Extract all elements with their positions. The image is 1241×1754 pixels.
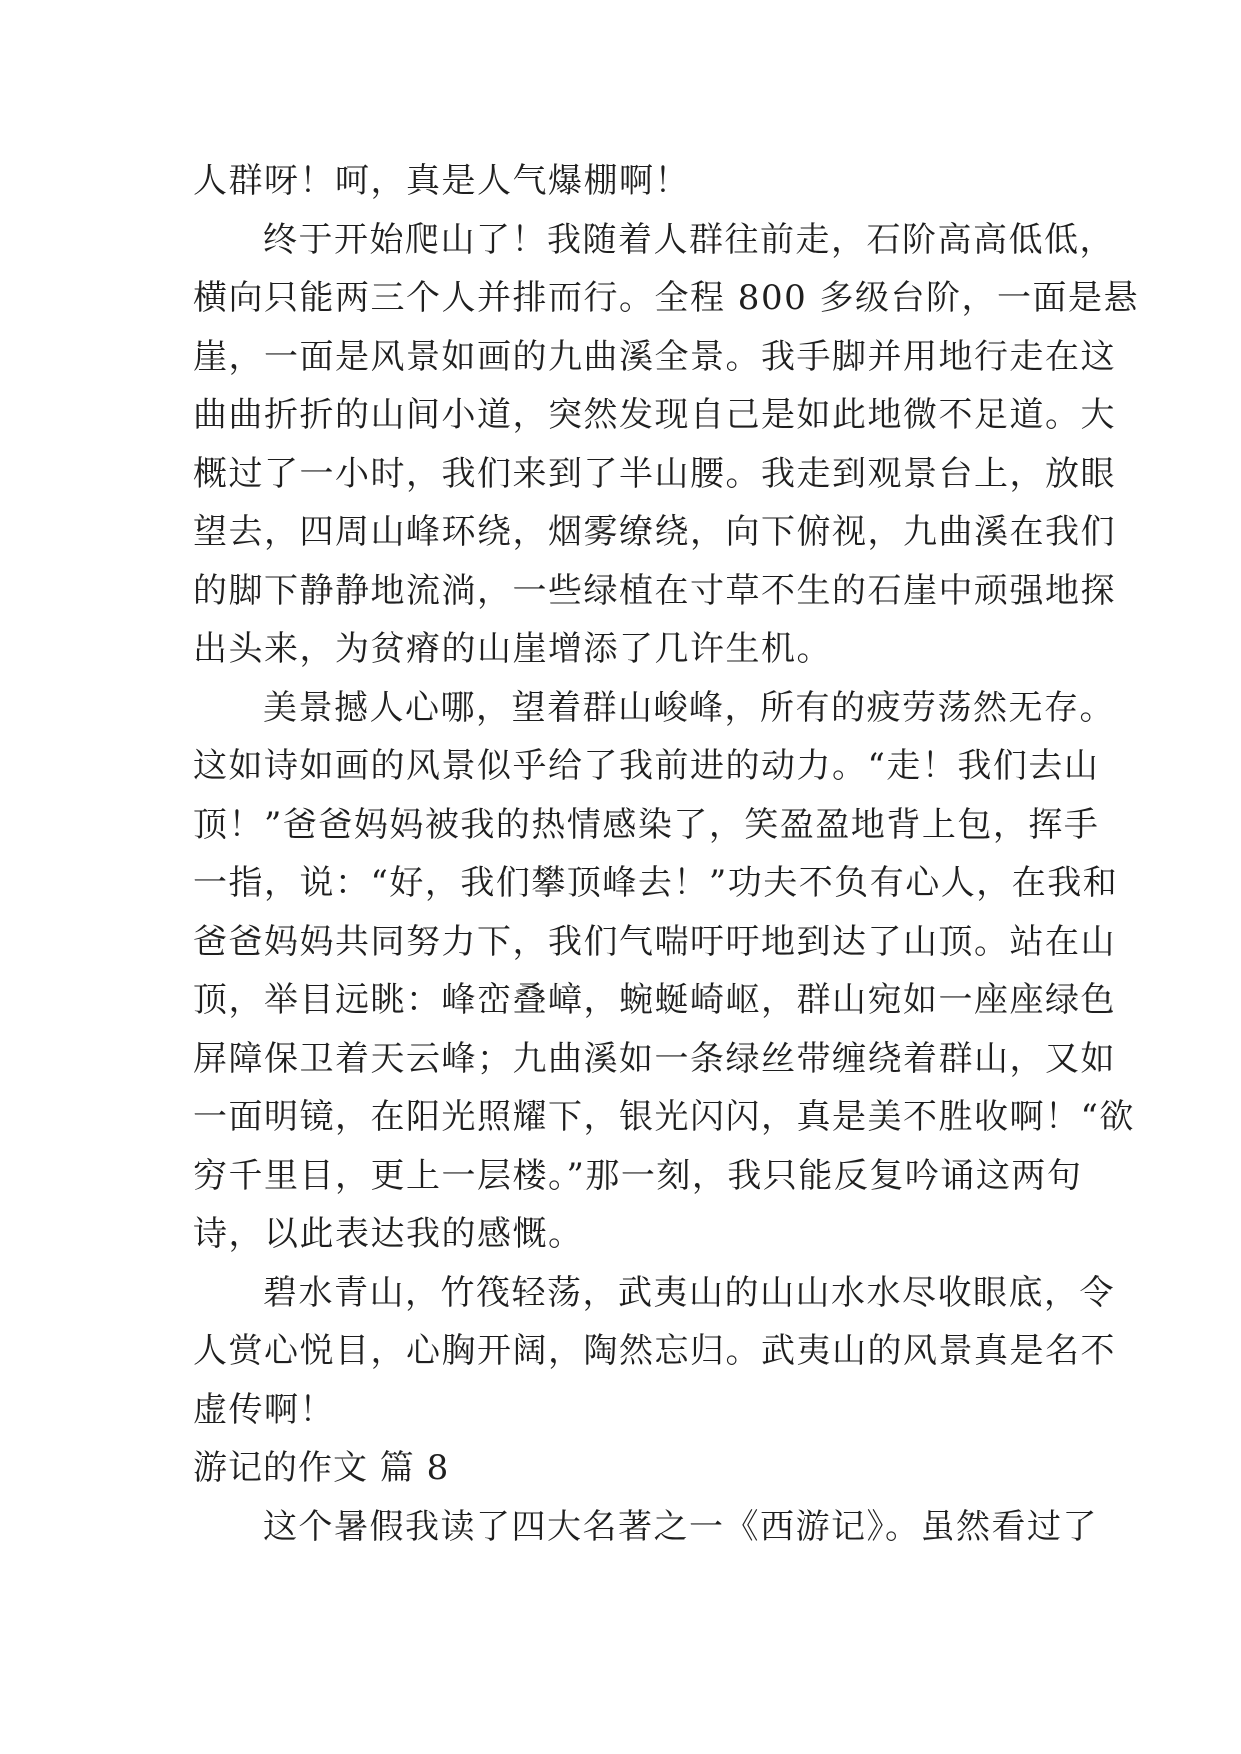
text-line: 诗，以此表达我的感慨。 <box>193 1214 584 1254</box>
text-line: 爸爸妈妈共同努力下，我们气喘吁吁地到达了山顶。站在山 <box>193 921 1116 962</box>
text-line: 虚传啊！ <box>193 1389 335 1430</box>
text-line: 横向只能两三个人并排而行。全程 800 多级台阶，一面是悬 <box>193 278 1140 318</box>
text-line: 曲曲折折的山间小道，突然发现自己是如此地微不足道。大 <box>193 395 1116 435</box>
text-line: 穷千里目，更上一层楼。”那一刻，我只能反复吟诵这两句 <box>193 1155 1083 1196</box>
text-line: 概过了一小时，我们来到了半山腰。我走到观景台上，放眼 <box>193 453 1116 494</box>
paragraph-start-line: 碧水青山，竹筏轻荡，武夷山的山山水水尽收眼底，令 <box>263 1272 1115 1313</box>
text-line: 望去，四周山峰环绕，烟雾缭绕，向下俯视，九曲溪在我们 <box>193 512 1116 552</box>
text-line: 的脚下静静地流淌，一些绿植在寸草不生的石崖中顽强地探 <box>193 570 1116 611</box>
text-line: 屏障保卫着天云峰；九曲溪如一条绿丝带缠绕着群山，又如 <box>193 1038 1116 1079</box>
paragraph-start-line: 这个暑假我读了四大名著之一《西游记》。虽然看过了 <box>263 1506 1098 1547</box>
paragraph-start-line: 终于开始爬山了！我随着人群往前走，石阶高高低低， <box>263 219 1115 260</box>
text-line: 这如诗如画的风景似乎给了我前进的动力。“走！我们去山 <box>193 746 1100 786</box>
text-line: 顶！”爸爸妈妈被我的热情感染了，笑盈盈地背上包，挥手 <box>193 804 1100 845</box>
text-line: 顶，举目远眺：峰峦叠嶂，蜿蜒崎岖，群山宛如一座座绿色 <box>193 980 1116 1020</box>
paragraph-start-line: 美景撼人心哪，望着群山峻峰，所有的疲劳荡然无存。 <box>263 687 1115 728</box>
text-line: 人赏心悦目，心胸开阔，陶然忘归。武夷山的风景真是名不 <box>193 1331 1116 1371</box>
section-heading: 游记的作文 篇 8 <box>193 1448 450 1488</box>
document-body <box>193 152 1140 1556</box>
text-line: 出头来，为贫瘠的山崖增添了几许生机。 <box>193 629 832 669</box>
text-line: 崖，一面是风景如画的九曲溪全景。我手脚并用地行走在这 <box>193 336 1116 377</box>
text-line: 一面明镜，在阳光照耀下，银光闪闪，真是美不胜收啊！“欲 <box>193 1097 1135 1137</box>
text-line: 一指，说：“好，我们攀顶峰去！”功夫不负有心人，在我和 <box>193 863 1119 903</box>
text-line: 人群呀！呵，真是人气爆棚啊！ <box>193 161 690 201</box>
